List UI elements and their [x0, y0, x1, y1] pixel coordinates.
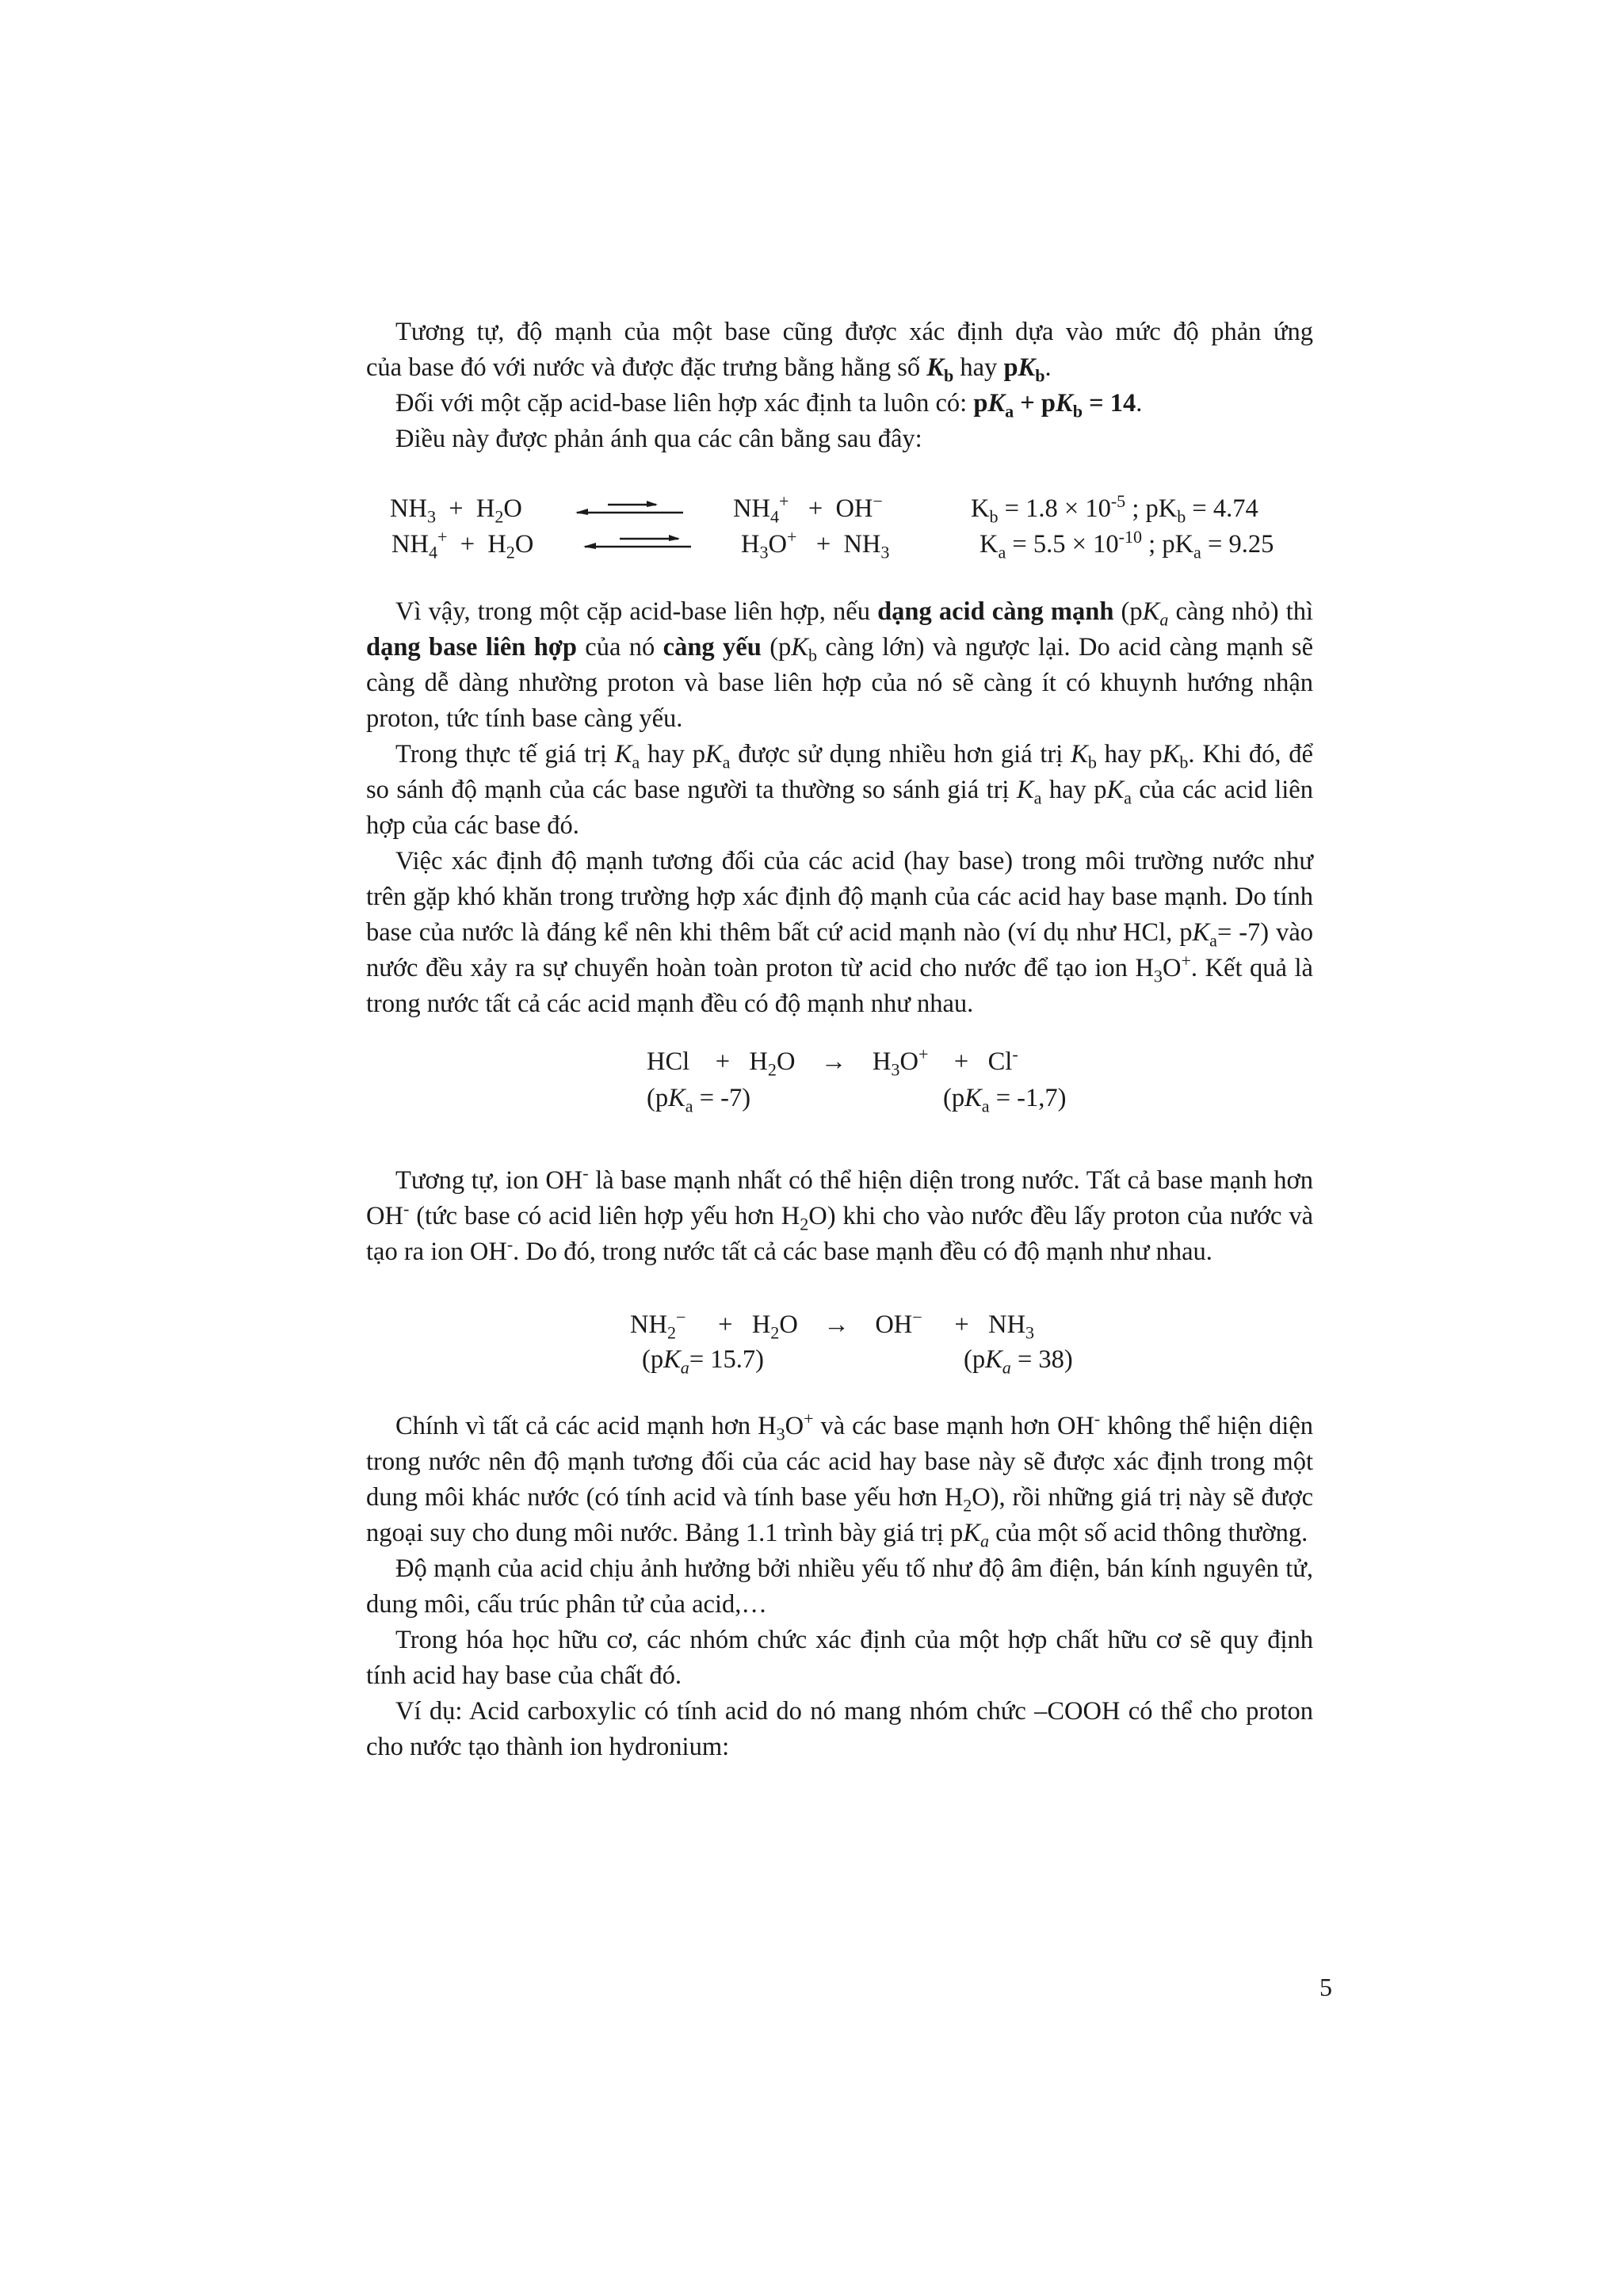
body-block-a: [366, 594, 1313, 1022]
intro-line4: Điều này được phản ánh qua các cân bằng sau đây:: [395, 425, 922, 453]
nh2-equation: $NH_2^-$ + $H_2O$ → OH− + $NH_3$: [630, 1307, 1035, 1343]
eq2-left: $NH_4^+ + H_2O$: [391, 527, 534, 563]
reaction-arrow-icon: →: [820, 1047, 847, 1076]
hcl-pka-right: $(pK_a = -1,7)$: [943, 1084, 1067, 1116]
reaction-arrow-icon: →: [823, 1310, 850, 1339]
body-block-b: [366, 1163, 1313, 1270]
paragraph-functional-groups: Trong hóa học hữu cơ, các nhóm chức xác định của một hợp chất hữu cơ sẽ quy định tính acid hay base của chất đó.: [366, 1626, 1313, 1690]
intro-block: [366, 315, 1313, 457]
nh2-pka-left: $(pK_a= 15.7)$: [642, 1345, 764, 1378]
paragraph-leveling-bases: Tương tự, ion OH- là base mạnh nhất có thể hiện diện trong nước. Tất cả base mạnh hơn OH- (tức base có acid liên hợp yếu hơn $H_2O$) khi cho vào nước đều lấy proton của nước và tạo ra ion OH-. Do đó, trong nước tất cả các base mạnh đều có độ mạnh như nhau.: [366, 1163, 1313, 1266]
nh2-pka-right: $(pK_a = 38)$: [964, 1345, 1073, 1378]
intro-line1: Tương tự, độ mạnh của một base cũng được xác định dựa vào mức độ phản ứng: [395, 318, 1313, 346]
eq2-constants: $K_a = 5.5 \times 10^{-10}$ ; $pK_a = 9.25$: [980, 527, 1274, 563]
hcl-equation: HCl + $H_2O$ → $H_3O^+$ + Cl-: [647, 1044, 1018, 1080]
intro-line2: của base đó với nước và được đặc trưng bằng hằng số $K_b$ hay $pK_b$.: [366, 353, 1052, 386]
eq1-constants: $K_b = 1.8 \times 10^{-5}$ ; $pK_b = 4.74$: [971, 491, 1258, 527]
paragraph-factors: Độ mạnh của acid chịu ảnh hưởng bởi nhiều yếu tố như độ âm điện, bán kính nguyên tử, dung môi, cấu trúc phân tử của acid,…: [366, 1554, 1313, 1619]
paragraph-example: Ví dụ: Acid carboxylic có tính acid do nó mang nhóm chức –COOH có thể cho proton cho nước tạo thành ion hydronium:: [366, 1697, 1313, 1761]
paragraph-conjugate-strength: Vì vậy, trong một cặp acid-base liên hợp, nếu dạng acid càng mạnh ($pK_a$ càng nhỏ) thì dạng base liên hợp của nó càng yếu ($pK_b$ càng lớn) và ngược lại. Do acid càng mạnh sẽ càng dễ dàng nhường proton và base liên hợp của nó sẽ càng ít có khuynh hướng nhận proton, tức tính base càng yếu.: [366, 597, 1313, 733]
eq2-right: $H_3O^+$ + $NH_3$: [741, 527, 890, 563]
equilibrium-arrow-icon: [580, 533, 697, 552]
equilibrium-arrow-icon: [572, 499, 689, 518]
eq1-left: $NH_3 + H_2O$: [390, 494, 522, 527]
paragraph-other-solvents: Chính vì tất cả các acid mạnh hơn $H_3O^+$ và các base mạnh hơn OH- không thể hiện diện trong nước nên độ mạnh tương đối của các acid hay base này sẽ được xác định trong một dung môi khác nước (có tính acid và tính base yếu hơn $H_2O$), rồi những giá trị này sẽ được ngoại suy cho dung môi nước. Bảng 1.1 trình bày giá trị $pK_a$ của một số acid thông thường.: [366, 1409, 1313, 1551]
hcl-pka-left: $(pK_a = -7)$: [647, 1084, 751, 1116]
paragraph-ka-usage: Trong thực tế giá trị $K_a$ hay $pK_a$ được sử dụng nhiều hơn giá trị $K_b$ hay $pK_b$. Khi đó, để so sánh độ mạnh của các base người ta thường so sánh giá trị $K_a$ hay $pK_a$ của các acid liên hợp của các base đó.: [366, 740, 1313, 840]
eq1-right: $NH_4^+$ + OH−: [733, 491, 883, 527]
intro-line3: Đối với một cặp acid-base liên hợp xác định ta luôn có: $pK_a + pK_b = 14$.: [395, 389, 1143, 421]
page-number: 5: [1319, 1973, 1332, 2001]
body-block-c: [366, 1409, 1313, 1765]
paragraph-leveling-acids: Việc xác định độ mạnh tương đối của các acid (hay base) trong môi trường nước như trên gặp khó khăn trong trường hợp xác định độ mạnh của các acid hay base mạnh. Do tính base của nước là đáng kể nên khi thêm bất cứ acid mạnh nào (ví dụ như HCl, $pK_a= -7$) vào nước đều xảy ra sự chuyển hoàn toàn proton từ acid cho nước để tạo ion $H_3O^+$. Kết quả là trong nước tất cả các acid mạnh đều có độ mạnh như nhau.: [366, 847, 1314, 1018]
